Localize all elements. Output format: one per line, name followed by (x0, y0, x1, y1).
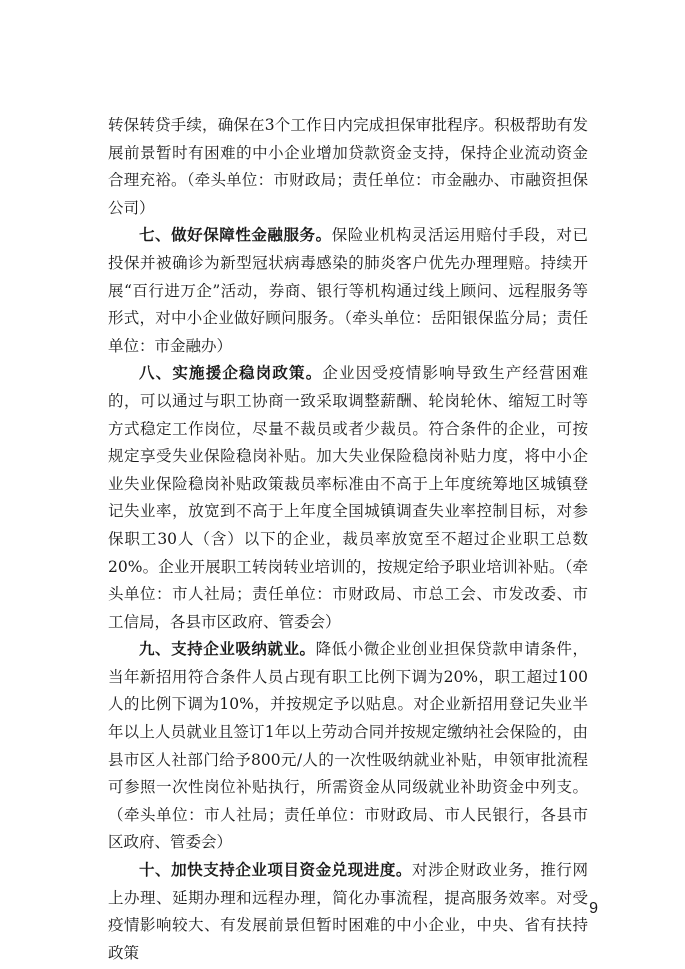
section-heading: 七、做好保障性金融服务。 (139, 226, 332, 245)
paragraph-text: 企业因受疫情影响导致生产经营困难的，可以通过与职工协商一致采取调整薪酬、轮岗轮休、缩短工时等方式稳定工作岗位，尽量不裁员或者少裁员。符合条件的企业，可按规定享受失业保险稳岗补贴。加大失业保险稳岗补贴力度，将中小企业失业保险稳岗补贴政策裁员率标准由不高于上年度统筹地区城镇登记失业率，放宽到不高于上年度全国城镇调查失业率控制目标，对参保职工30人（含）以下的企业，裁员率放宽至不超过企业职工总数20%。企业开展职工转岗转业培训的，按规定给予职业培训补贴。（牵头单位：市人社局；责任单位：市财政局、市总工会、市发改委、市工信局，各县市区政府、管委会） (108, 364, 588, 631)
paragraph-section-7 (108, 222, 588, 360)
section-heading: 十、加快支持企业项目资金兑现进度。 (139, 861, 412, 880)
section-heading: 九、支持企业吸纳就业。 (139, 640, 316, 659)
paragraph-text: 对涉企财政业务，推行网上办理、延期办理和远程办理，简化办事流程，提高服务效率。对受疫情影响较大、有发展前景但暂时困难的中小企业，中央、省有扶持政策 (108, 861, 588, 962)
paragraph-section-10 (108, 857, 588, 967)
section-heading: 八、实施援企稳岗政策。 (139, 364, 323, 383)
paragraph-section-8 (108, 360, 588, 636)
page-number: 9 (589, 900, 598, 917)
paragraph-section-9 (108, 636, 588, 857)
paragraph-text: 降低小微企业创业担保贷款申请条件，当年新招用符合条件人员占现有职工比例下调为20%，职工超过100人的比例下调为10%，并按规定予以贴息。对企业新招用登记失业半年以上人员就业且签订1年以上劳动合同并按规定缴纳社会保险的，由县市区人社部门给予800元/人的一次性吸纳就业补贴，申领审批流程可参照一次性岗位补贴执行，所需资金从同级就业补助资金中列支。（牵头单位：市人社局；责任单位：市财政局、市人民银行，各县市区政府、管委会） (108, 640, 588, 852)
document-body (108, 112, 588, 967)
paragraph-guarantee-continuation (108, 112, 588, 222)
paragraph-text: 保险业机构灵活运用赔付手段，对已投保并被确诊为新型冠状病毒感染的肺炎客户优先办理理赔。持续开展“百行进万企”活动，券商、银行等机构通过线上顾问、远程服务等形式，对中小企业做好顾问服务。（牵头单位：岳阳银保监分局；责任单位：市金融办） (108, 226, 588, 355)
paragraph-text: 转保转贷手续，确保在3个工作日内完成担保审批程序。积极帮助有发展前景暂时有困难的中小企业增加贷款资金支持，保持企业流动资金合理充裕。（牵头单位：市财政局；责任单位：市金融办、市融资担保公司） (108, 116, 588, 217)
